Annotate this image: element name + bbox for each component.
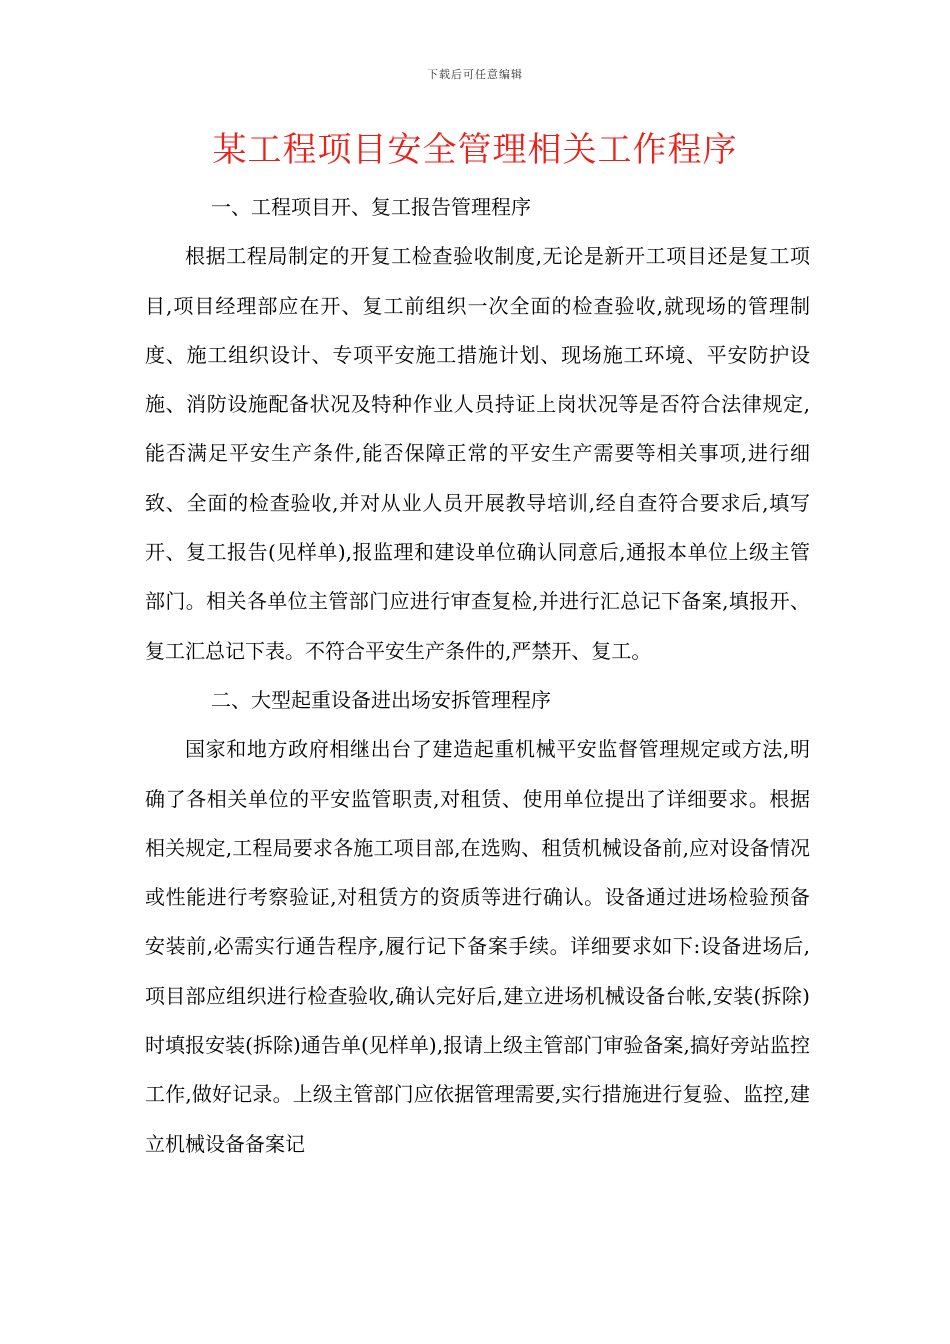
section-1-paragraph: 根据工程局制定的开复工检查验收制度,无论是新开工项目还是复工项目,项目经理部应在开、复工前组织一次全面的检查验收,就现场的管理制度、施工组织设计、专项平安施工措施计划、现场施工环境、平安防护设施、消防设施配备状况及特种作业人员持证上岗状况等是否符合法律规定,能否满足平安生产条件,能否保障正常的平安生产需要等相关事项,进行细致、全面的检查验收,并对从业人员开展教导培训,经自查符合要求后,填写开、复工报告(见样单),报监理和建设单位确认同意后,通报本单位上级主管部门。相关各单位主管部门应进行审查复检,并进行汇总记下备案,填报开、复工汇总记下表。不符合平安生产条件的,严禁开、复工。 (145, 244, 810, 663)
header-note: 下载后可任意编辑 (427, 68, 523, 81)
section-2-heading: 二、大型起重设备进出场安拆管理程序 (211, 687, 551, 712)
section-1-heading: 一、工程项目开、复工报告管理程序 (211, 195, 531, 219)
section-2-paragraph: 国家和地方政府相继出台了建造起重机械平安监督管理规定或方法,明确了各相关单位的平安监管职责,对租赁、使用单位提出了详细要求。根据相关规定,工程局要求各施工项目部,在选购、租赁机械设备前,应对设备情况或性能进行考察验证,对租赁方的资质等进行确认。设备通过进场检验预备安装前,必需实行通告程序,履行记下备案手续。详细要求如下:设备进场后,项目部应组织进行检查验收,确认完好后,建立进场机械设备台帐,安装(拆除)时填报安装(拆除)通告单(见样单),报请上级主管部门审验备案,搞好旁站监控工作,做好记录。上级主管部门应依据管理需要,实行措施进行复验、监控,建立机械设备备案记 (145, 737, 810, 1156)
document-body (145, 183, 810, 1169)
document-title: 某工程项目安全管理相关工作程序 (212, 130, 738, 170)
